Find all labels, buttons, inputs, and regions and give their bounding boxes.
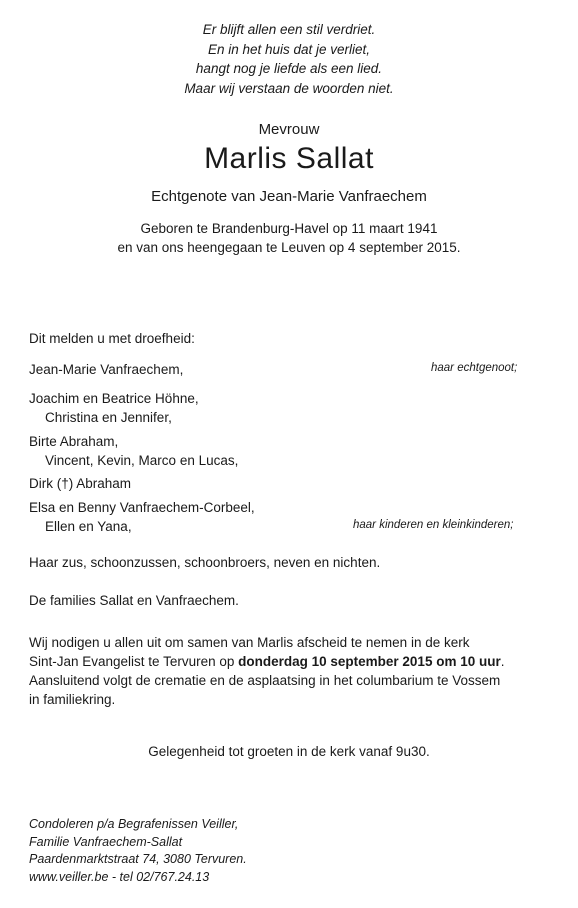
poem-line: En in het huis dat je verliet, [207, 41, 371, 57]
family-line: Elsa en Benny Vanfraechem-Corbeel, [29, 500, 255, 515]
footer-line: Condoleren p/a Begrafenissen Veiller, [29, 817, 239, 831]
poem [0, 20, 578, 98]
ceremony-date: donderdag 10 september 2015 om 10 uur [238, 654, 501, 669]
salutation: Mevrouw [258, 121, 320, 138]
invitation-line: in familiekring. [29, 692, 116, 707]
footer-website: www.veiller.be - tel 02/767.24.13 [29, 869, 210, 884]
family-line: Vincent, Kevin, Marco en Lucas, [45, 453, 239, 468]
invitation-line [29, 652, 504, 671]
footer-line: Familie Vanfraechem-Sallat [29, 834, 183, 849]
siblings-line: Haar zus, schoonzussen, schoonbroers, neven en nichten. [29, 555, 381, 570]
invitation-line: Aansluitend volgt de crematie en de asplaatsing in het columbarium te Vossem [29, 673, 501, 688]
intro-line: Dit melden u met droefheid: [29, 331, 195, 346]
husband-line: Jean-Marie Vanfraechem, [29, 362, 184, 377]
invitation [29, 633, 504, 709]
poem-line: Er blijft allen een stil verdriet. [202, 22, 376, 37]
spouse-line: Echtgenote van Jean-Marie Vanfraechem [151, 188, 427, 205]
deceased-name: Marlis Sallat [204, 142, 374, 175]
family-line: Dirk (†) Abraham [29, 476, 132, 491]
poem-line: hangt nog je liefde als een lied. [195, 61, 383, 76]
family-group-1 [29, 389, 199, 427]
poem-line: Maar wij verstaan de woorden niet. [184, 80, 394, 96]
greeting-line: Gelegenheid tot groeten in de kerk vanaf 9u30. [148, 744, 430, 759]
family-group-4 [29, 498, 255, 536]
family-line: Joachim en Beatrice Höhne, [29, 391, 199, 406]
family-line: Ellen en Yana, [45, 519, 132, 534]
invitation-line: Wij nodigen u allen uit om samen van Marlis afscheid te nemen in de kerk [29, 635, 470, 650]
children-relation: haar kinderen en kleinkinderen; [353, 519, 514, 531]
family-group-2 [29, 432, 238, 470]
family-line: Birte Abraham, [29, 434, 119, 449]
died-line: en van ons heengegaan te Leuven op 4 september 2015. [117, 240, 461, 255]
husband-relation: haar echtgenoot; [431, 362, 518, 374]
invitation-text: Sint-Jan Evangelist te Tervuren op [29, 654, 239, 669]
life-dates [0, 219, 578, 257]
footer-line: Paardenmarktstraat 74, 3080 Tervuren. [29, 852, 247, 866]
condolence-address [29, 816, 247, 886]
family-line: Christina en Jennifer, [45, 410, 172, 425]
families-line: De families Sallat en Vanfraechem. [29, 593, 239, 608]
born-line: Geboren te Brandenburg-Havel op 11 maart 1941 [140, 221, 438, 236]
invitation-text: . [500, 654, 505, 669]
